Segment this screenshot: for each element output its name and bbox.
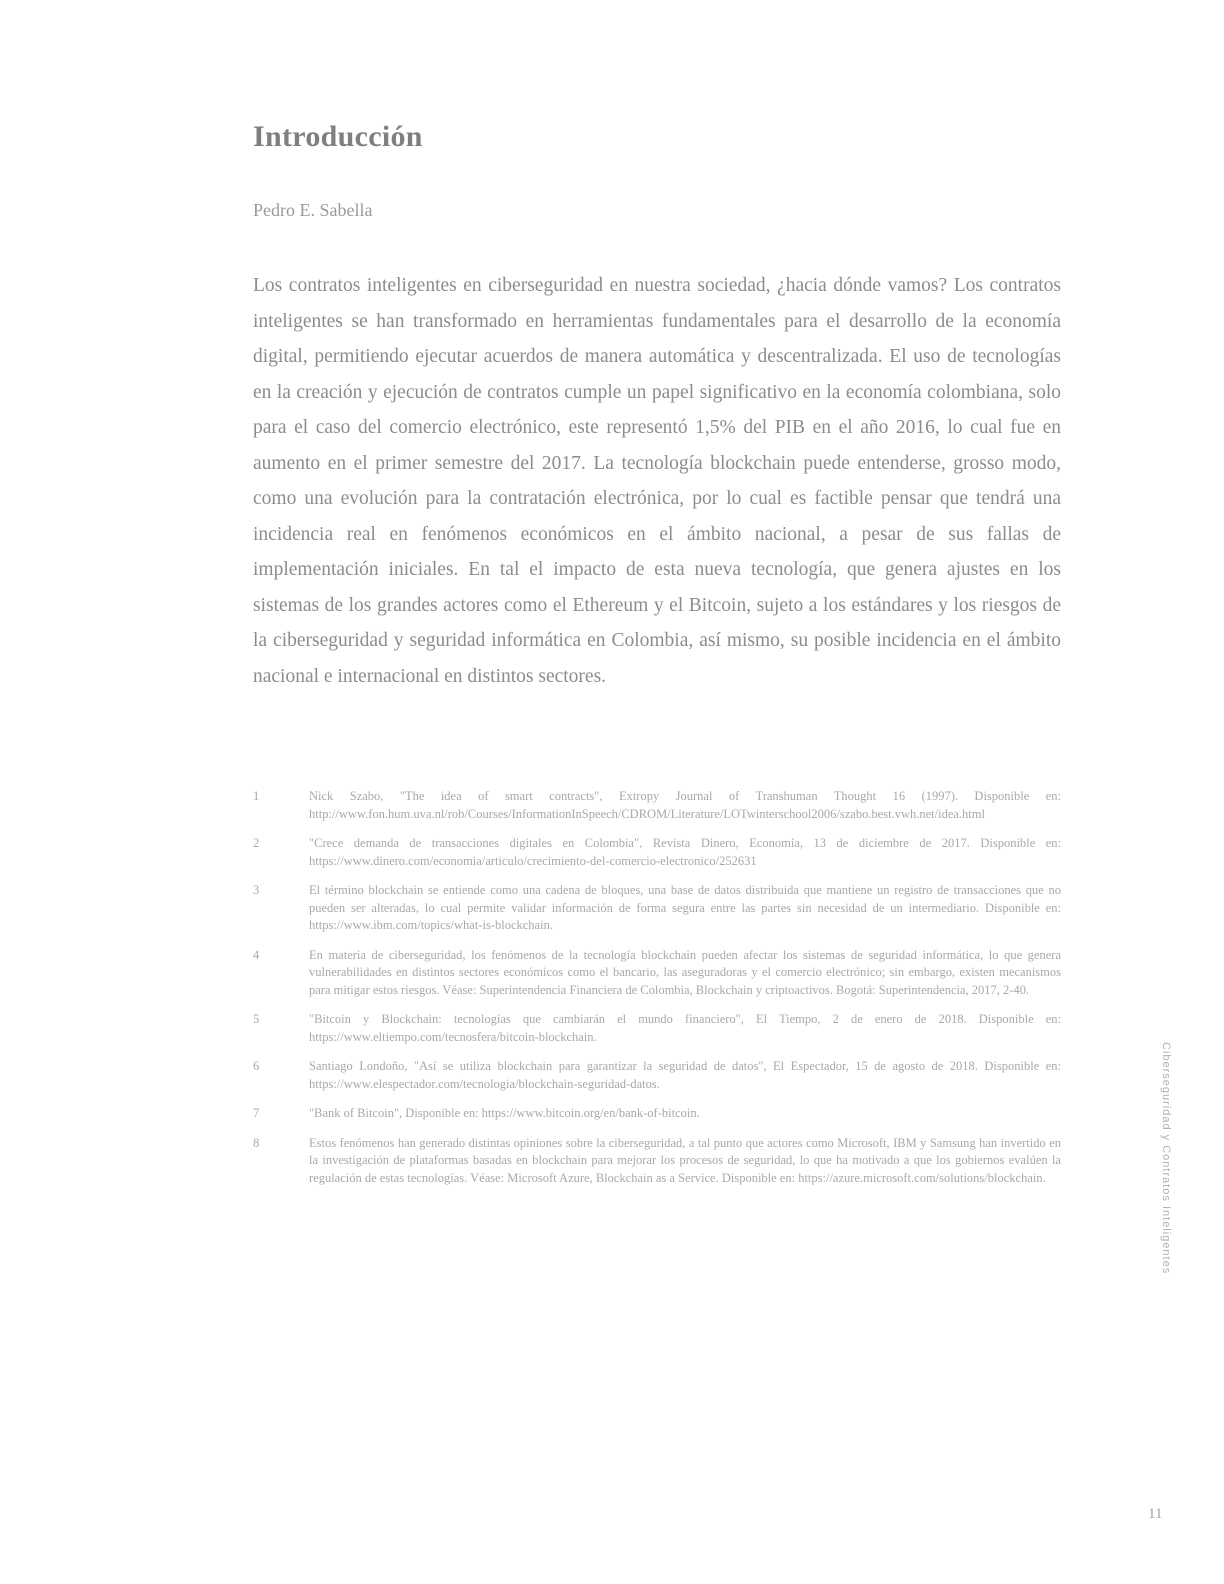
footnote (253, 835, 1061, 870)
page-number: 11 (1148, 1506, 1163, 1522)
footnote (253, 1058, 1061, 1093)
footnote-text: El término blockchain se entiende como una cadena de bloques, una base de datos distribuida que mantiene un registro de transacciones que no pueden ser alteradas, lo cual permite validar información de forma segura entre las partes sin necesidad de un intermediario. Disponible en: https://www.ibm.com/topics/what-is-blockchain. (309, 883, 1061, 932)
footnote-number: 4 (253, 947, 260, 962)
footnote (253, 882, 1061, 935)
footnote (253, 788, 1061, 823)
running-side-title: Ciberseguridad y Contratos Inteligentes (1160, 1042, 1172, 1275)
body-paragraph: Los contratos inteligentes en ciberseguridad en nuestra sociedad, ¿hacia dónde vamos? Los contratos inteligentes se han transformado en herramientas fundamentales para el desarrollo de la economía digital, permitiendo ejecutar acuerdos de manera automática y descentralizada. El uso de tecnologías en la creación y ejecución de contratos cumple un papel significativo en la economía colombiana, solo para el caso del comercio electrónico, este representó 1,5% del PIB en el año 2016, lo cual fue en aumento en el primer semestre del 2017. La tecnología blockchain puede entenderse, grosso modo, como una evolución para la contratación electrónica, por lo cual es factible pensar que tendrá una incidencia real en fenómenos económicos en el ámbito nacional, a pesar de sus fallas de implementación iniciales. En tal el impacto de esta nueva tecnología, que genera ajustes en los sistemas de los grandes actores como el Ethereum y el Bitcoin, sujeto a los estándares y los riesgos de la ciberseguridad y seguridad informática en Colombia, así mismo, su posible incidencia en el ámbito nacional e internacional en distintos sectores. (253, 275, 1061, 687)
footnote (253, 1135, 1061, 1188)
footnote-text: Estos fenómenos han generado distintas opiniones sobre la ciberseguridad, a tal punto que actores como Microsoft, IBM y Samsung han invertido en la investigación de plataformas basadas en blockchain para mejorar los procesos de seguridad, lo que ha motivado a que los gobiernos evalúen la regulación de estas tecnologías. Véase: Microsoft Azure, Blockchain as a Service. Disponible en: https://azure.microsoft.com/solutions/blockchain. (309, 1135, 1061, 1185)
footnote (253, 1105, 1061, 1123)
footnote-number: 6 (253, 1059, 260, 1073)
footnote-number: 2 (253, 836, 260, 850)
footnote-text: Nick Szabo, "The idea of smart contracts", Extropy Journal of Transhuman Thought 16 (1997). Disponible en: http://www.fon.hum.uva.nl/rob/Courses/InformationInSpeech/CDROM/Literature/LOTwinterschool2006/szabo.best.vwh.net/idea.html (309, 789, 1061, 821)
footnote (253, 1011, 1061, 1046)
footnote-text: Santiago Londoño, "Así se utiliza blockchain para garantizar la seguridad de datos", El Espectador, 15 de agosto de 2018. Disponible en: https://www.elespectador.com/tecnologia/blockchain-seguridad-datos. (309, 1059, 1061, 1091)
footnote-text: "Bank of Bitcoin", Disponible en: https://www.bitcoin.org/en/bank-of-bitcoin. (309, 1106, 700, 1120)
footnote-number: 8 (253, 1135, 260, 1150)
footnote-number: 3 (253, 883, 260, 897)
footnote-number: 5 (253, 1012, 260, 1026)
author-name: Pedro E. Sabella (253, 200, 373, 220)
footnote-text: "Crece demanda de transacciones digitales en Colombia", Revista Dinero, Economía, 13 de diciembre de 2017. Disponible en: https://www.dinero.com/economia/articulo/crecimiento-del-comercio-electronico/252631 (309, 836, 1061, 868)
footnote (253, 947, 1061, 1000)
section-heading: Introducción (253, 120, 423, 153)
footnotes (253, 788, 1061, 1199)
footnote-number: 1 (253, 789, 260, 803)
footnote-text: "Bitcoin y Blockchain: tecnologías que cambiarán el mundo financiero", El Tiempo, 2 de enero de 2018. Disponible en: https://www.eltiempo.com/tecnosfera/bitcoin-blockchain. (309, 1012, 1061, 1044)
footnote-text: En materia de ciberseguridad, los fenómenos de la tecnología blockchain pueden afectar los sistemas de seguridad informática, lo que genera vulnerabilidades en distintos sectores económicos como el bancario, las aseguradoras y el comercio electrónico; sin embargo, existen mecanismos para mitigar estos riesgos. Véase: Superintendencia Financiera de Colombia, Blockchain y criptoactivos. Bogotá: Superintendencia, 2017, 2-40. (309, 947, 1061, 997)
footnote-number: 7 (253, 1106, 260, 1120)
